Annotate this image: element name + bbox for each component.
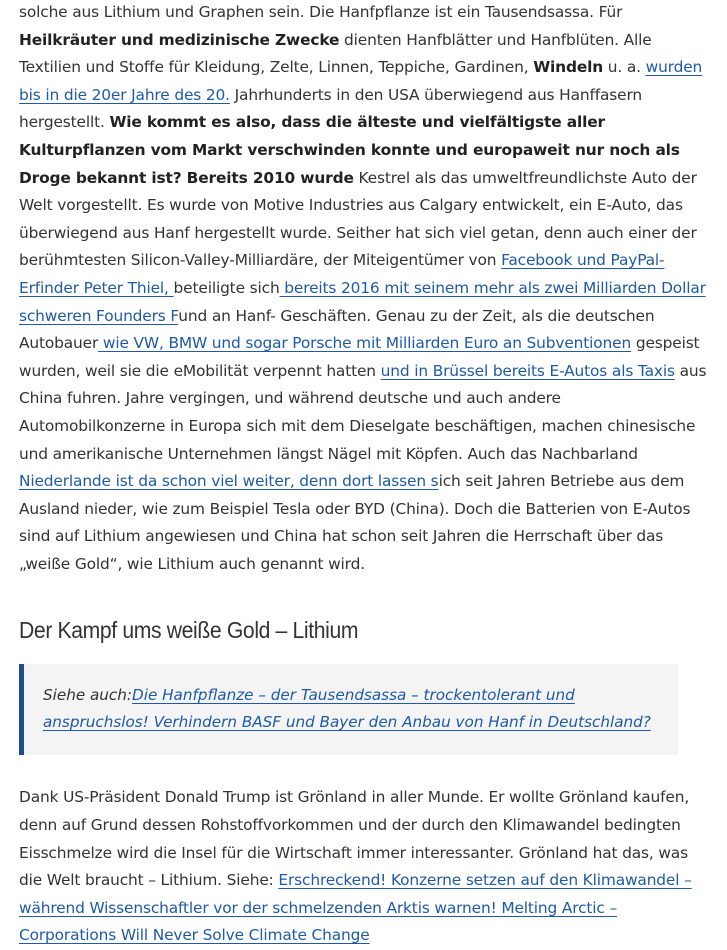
text-segment: aus China fuhren. Jahre vergingen, und während deutsche und auch andere Automobilkonzerne in Europa sich mit dem Dieselgate beschäftigen, machen chinesische und amerikanische Unternehmen längst Nägel mit Köpfen. Auch das Nachbarland <box>19 361 707 463</box>
text-segment: beteiligte sich <box>173 278 280 297</box>
link-founders-fund[interactable]: bereits 2016 mit seinem mehr als zwei Milliarden Dollar schweren Founders F <box>19 278 706 325</box>
link-subventionen[interactable]: wie VW, BMW und sogar Porsche mit Milliarden Euro an Subventionen <box>98 334 632 353</box>
link-hemp-textiles-usa[interactable]: wurden bis in die 20er Jahre des 20. <box>19 58 703 104</box>
text-segment: und an Hanf- Geschäften. Genau zu der Zeit, als die deutschen Autobauer <box>19 306 655 353</box>
text-segment: dienten Hanfblätter und Hanfblüten. Alle Textilien und Stoffe für Kleidung, Zelte, Linnen, Teppiche, Gardinen, <box>19 30 652 77</box>
bold-phrase: Heilkräuter und medizinische Zwecke <box>19 30 340 49</box>
paragraph-greenland <box>19 784 709 950</box>
section-heading: Der Kampf ums weiße Gold – Lithium <box>19 617 359 644</box>
bold-phrase: Windeln <box>533 58 604 77</box>
text-segment: solche aus Lithium und Graphen sein. Die Hanfpflanze ist ein Tausendsassa. Für <box>19 3 623 21</box>
see-also-blockquote <box>19 664 678 755</box>
see-also-prefix: Siehe auch: <box>43 686 133 705</box>
see-also-text <box>43 682 658 736</box>
link-bruessel-e-autos[interactable]: und in Brüssel bereits E-Autos als Taxis <box>380 361 675 380</box>
link-hanfpflanze-article[interactable]: Die Hanfpflanze – der Tausendsassa – trockentolerant und anspruchslos! Verhindern BASF und Bayer den Anbau von Hanf in Deutschland? <box>43 686 651 732</box>
paragraph-lithium-hemp <box>19 0 709 578</box>
text-segment: u. a. <box>603 58 646 77</box>
text-segment: gespeist wurden, weil sie die eMobilität verpennt hatten <box>19 334 700 380</box>
text-segment: Jahrhunderts in den USA überwiegend aus Hanffasern hergestellt. <box>19 85 642 132</box>
link-peter-thiel[interactable]: Facebook und PayPal-Erfinder Peter Thiel, <box>19 251 665 297</box>
article-content <box>19 0 709 950</box>
text-segment: Dank US-Präsident Donald Trump ist Grönland in aller Munde. Er wollte Grönland kaufen, denn auf Grund dessen Rohstoffvorkommen und der durch den Klimawandel bedingten Eisschmelze wird die Insel für die Wirtschaft immer interessanter. Grönland hat das, was die Welt braucht – Lithium. Siehe: <box>19 788 690 890</box>
link-melting-arctic[interactable]: Erschreckend! Konzerne setzen auf den Klimawandel – während Wissenschaftler vor der schmelzenden Arktis warnen! Melting Arctic – Corporations Will Never Solve Climate Change <box>19 871 692 945</box>
text-segment: ich seit Jahren Betriebe aus dem Ausland nieder, wie zum Beispiel Tesla oder BYD (China). Doch die Batterien von E-Autos sind auf Lithium angewiesen und China hat schon seit Jahren die Herrschaft über das „weiße Gold“, wie Lithium auch genannt wird. <box>19 472 691 573</box>
link-niederlande[interactable]: Niederlande ist da schon viel weiter, denn dort lassen s <box>19 472 439 491</box>
text-segment: Kestrel als das umweltfreundlichste Auto der Welt vorgestellt. Es wurde von Motive Industries aus Calgary entwickelt, ein E-Auto, das überwiegend aus Hanf hergestellt wurde. Seither hat sich viel getan, denn auch einer der berühmtesten Silicon-Valley-Milliardäre, der Miteigentümer von <box>19 168 697 270</box>
bold-phrase: Wie kommt es also, dass die älteste und vielfältigste aller Kulturpflanzen vom Markt verschwinden konnte und europaweit nur noch als Droge bekannt ist? Bereits 2010 wurde <box>19 113 680 187</box>
